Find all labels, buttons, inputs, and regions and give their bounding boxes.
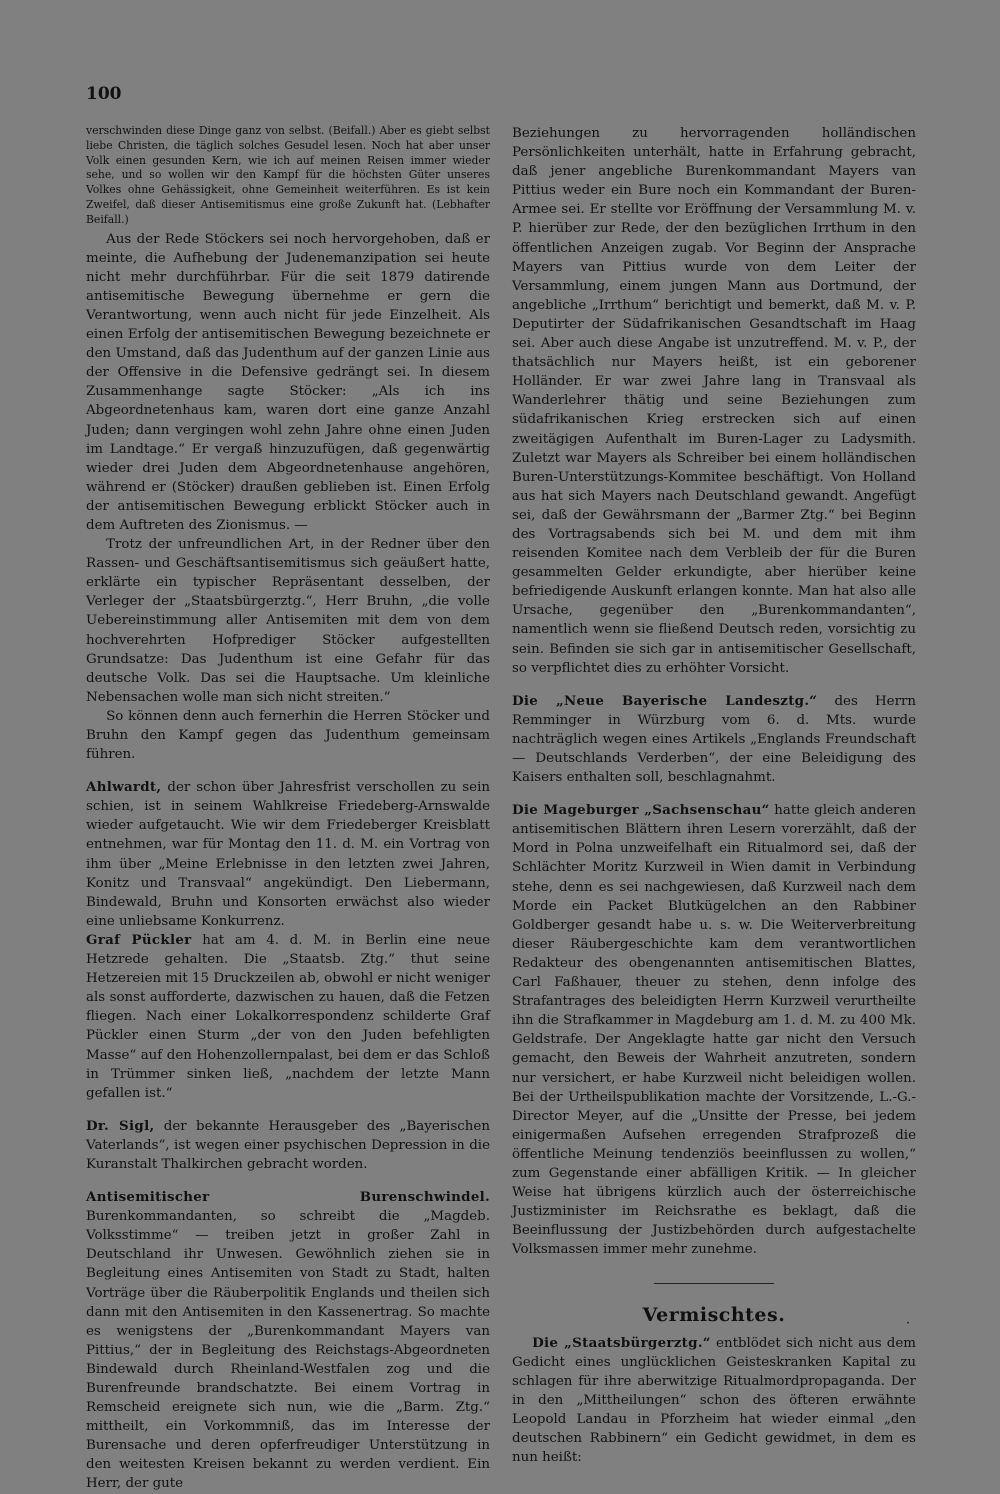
- page-number: 100: [86, 84, 122, 104]
- ornament-dot: ·: [905, 1316, 910, 1332]
- paragraph-lead: Ahlwardt,: [86, 779, 162, 796]
- section-heading: Vermischtes.: [642, 1304, 786, 1327]
- paragraph-p3: [86, 535, 490, 707]
- paragraph-p2: [86, 230, 490, 536]
- paragraph-text: hat am 4. d. M. in Berlin eine neue Hetzrede gehalten. Die „Staatsb. Ztg.“ thut seine Hetzereien mit 15 Druckzeilen ab, obwohl er nicht weniger als sonst aufforderte, dazwischen zu hauen, daß die Fetzen fliegen. Nach einer Lokalkorrespondenz schilderte Graf Pückler einen Sturm „der von den Juden befehligten Masse“ auf den Hohenzollernpalast, bei dem er das Schloß in Trümmer sinken ließ, „nachdem der letzte Mann gefallen ist.“: [86, 932, 490, 1101]
- paragraph-r3: [512, 801, 916, 1259]
- paragraph-lead: Die Mageburger „Sachsenschau“: [512, 802, 770, 819]
- paragraph-p7: [86, 1117, 490, 1174]
- paragraph-r1: [512, 124, 916, 678]
- paragraph-text: hatte gleich anderen antisemitischen Blättern ihren Lesern vorerzählt, daß der Mord in Polna unzweifelhaft ein Ritualmord sei, daß der Schlächter Moritz Kurzweil in Wien damit in Verbindung stehe, denn es sei nachgewiesen, daß Kurzweil nach dem Morde ein Packet Blutkügelchen an den Rabbiner Goldberger gesandt habe u. s. w. Die Weiterverbreitung dieser Räubergeschichte kam dem verantwortlichen Redakteur des obengenannten antisemitischen Blattes, Carl Faßhauer, theuer zu stehen, denn infolge des Strafantrages des beleidigten Herrn Kurzweil verurtheilte ihn die Strafkammer in Magdeburg am 1. d. M. zu 400 Mk. Geldstrafe. Der Angeklagte hatte gar nicht den Versuch gemacht, den Beweis der Wahrheit anzutreten, sondern nur versichert, er habe Kurzweil nicht beleidigen wollen. Bei der Urtheilspublikation machte der Vorsitzende, L.-G.-Director Meyer, auf die „Unsitte der Presse, bei jedem einigermaßen Aufsehen erregenden Strafprozeß die öffentliche Meinung tendenziös beeinflussen zu wollen,“ zum Gegenstande einer abfälligen Kritik. — In gleicher Weise hat übrigens kürzlich auch der österreichische Justizminister im Reichsrathe es beklagt, daß die Beeinflussung der Justizbehörden durch aufgestachelte Volksmassen immer mehr zunehme.: [512, 803, 916, 1258]
- paragraph-text: entblödet sich nicht aus dem Gedicht eines unglücklichen Geisteskranken Kapital zu schlagen für ihre aberwitzige Ritualmordpropaganda. Der in den „Mittheilungen“ schon des öfteren erwähnte Leopold Landau in Pforzheim hat wieder einmal „den deutschen Rabbinern“ ein Gedicht gewidmet, in dem es nun heißt:: [512, 1335, 916, 1466]
- section-rule: [654, 1283, 774, 1284]
- paragraph-text: Beziehungen zu hervorragenden holländischen Persönlichkeiten unterhält, hatte in Erfahrung gebracht, daß jener angebliche Burenkommandant Mayers van Pittius weder ein Bure noch ein Kommandant der Buren-Armee sei. Er stellte vor Eröffnung der Versammlung M. v. P. hierüber zur Rede, der den bezüglichen Irrthum in den öffentlichen Anzeigen zugab. Vor Beginn der Ansprache Mayers van Pittius wurde von dem Leiter der Versammlung, einem jungen Mann aus Dortmund, der angebliche „Irrthum“ berichtigt und bemerkt, daß M. v. P. Deputirter der Südafrikanischen Gesandtschaft im Haag sei. Aber auch diese Angabe ist unzutreffend. M. v. P., der thatsächlich nur Mayers heißt, ist ein geborener Holländer. Er war zwei Jahre lang in Transvaal als Wanderlehrer thätig und seine Beziehungen zum südafrikanischen Krieg erstrecken sich auf einen zweitägigen Aufenthalt im Buren-Lager zu Ladysmith. Zuletzt war Mayers als Schreiber bei einem holländischen Buren-Unterstützungs-Kommitee beschäftigt. Von Holland aus hat sich Mayers nach Deutschland gewandt. Angefügt sei, daß der Gewährsmann der „Barmer Ztg.“ bei Beginn des Vortragsabends sich bei M. und dem mit ihm reisenden Komitee nach dem Verbleib der für die Buren gesammelten Gelder erkundigte, aber hierüber keine befriedigende Auskunft erlangen konnte. Man hat also alle Ursache, gegenüber den „Burenkommandanten“, namentlich wenn sie fließend Deutsch reden, vorsichtig zu sein. Befinden sie sich gar in antisemitischer Gesellschaft, so verpflichtet dies zu erhöhter Vorsicht.: [512, 126, 916, 676]
- paragraph-p5: [86, 778, 490, 931]
- paragraph-p6: [86, 931, 490, 1103]
- paragraph-lead: Graf Pückler: [86, 931, 192, 948]
- paragraph-p1: [86, 124, 490, 228]
- paragraph-text: Aus der Rede Stöckers sei noch hervorgehoben, daß er meinte, die Aufhebung der Judenemanzipation sei heute nicht mehr durchführbar. Für die seit 1879 datirende antisemitische Bewegung übernehme er gern die Verantwortung, wenn auch nicht für jede Einzelheit. Als einen Erfolg der antisemitischen Bewegung bezeichnete er den Umstand, daß das Judenthum auf der ganzen Linie aus der Offensive in die Defensive gedrängt sei. In diesem Zusammenhange sagte Stöcker: „Als ich ins Abgeordnetenhaus kam, waren dort eine ganze Anzahl Juden; dann vergingen wohl zehn Jahre ohne einen Juden im Landtage.“ Er vergaß hinzuzufügen, daß gegenwärtig wieder drei Juden dem Abgeordnetenhause angehören, während er (Stöcker) draußen geblieben ist. Einen Erfolg der antisemitischen Bewegung erblickt Stöcker auch in dem Auftreten des Zionismus. —: [86, 231, 490, 533]
- paragraph-p4: [86, 707, 490, 764]
- paragraph-text: Burenkommandanten, so schreibt die „Magdeb. Volksstimme“ — treiben jetzt in großer Zahl in Deutschland ihr Unwesen. Gewöhnlich ziehen sie in Begleitung eines Antisemiten von Stadt zu Stadt, halten Vorträge über die Räuberpolitik Englands und theilen sich dann mit den Antisemiten in den Kassenertrag. So machte es wenigstens der „Burenkommandant Mayers van Pittius,“ der in Begleitung des Reichstags-Abgeordneten Bindewald durch Rheinland-Westfalen zog und die Burenfreunde brandschatzte. Bei einem Vortrag in Remscheid ereignete sich nun, wie die „Barm. Ztg.“ mittheilt, ein Vorkommniß, das im Interesse der Burensache und deren opferfreudiger Unterstützung in den weitesten Kreisen bekannt zu werden verdient. Ein Herr, der gute: [86, 1209, 490, 1492]
- paragraph-r4: [512, 1334, 916, 1468]
- paragraph-lead: Die „Neue Bayerische Landesztg.“: [512, 692, 818, 709]
- paragraph-lead: Antisemitischer Burenschwindel.: [86, 1189, 490, 1206]
- paragraph-text: der schon über Jahresfrist verschollen zu sein schien, ist in seinem Wahlkreise Friedeberg-Arnswalde wieder aufgetaucht. Wie wir dem Friedeberger Kreisblatt entnehmen, war für Montag den 11. d. M. ein Vortrag von ihm über „Meine Erlebnisse in den letzten zwei Jahren, Konitz und Transvaal“ angekündigt. Den Liebermann, Bindewald, Bruhn und Konsorten erwächst also wieder eine unliebsame Konkurrenz.: [86, 780, 490, 929]
- paragraph-text: Trotz der unfreundlichen Art, in der Redner über den Rassen- und Geschäftsantisemitismus sich geäußert hatte, erklärte ein typischer Repräsentant desselben, der Verleger der „Staatsbürgerztg.“, Herr Bruhn, „die volle Uebereinstimmung aller Antisemiten mit dem von dem hochverehrten Hofprediger Stöcker aufgestellten Grundsatze: Das Judenthum ist eine Gefahr für das deutsche Volk. Das sei die Hauptsache. Um kleinliche Nebensachen wolle man sich nicht streiten.“: [86, 537, 490, 705]
- paragraph-text: der bekannte Herausgeber des „Bayerischen Vaterlands“, ist wegen einer psychischen Depression in die Kuranstalt Thalkirchen gebracht worden.: [86, 1118, 490, 1172]
- right-column-section-articles: [512, 1334, 916, 1468]
- paragraph-text: So können denn auch fernerhin die Herren Stöcker und Bruhn den Kampf gegen das Judenthum gemeinsam führen.: [86, 708, 490, 763]
- paragraph-text: des Herrn Remminger in Würzburg vom 6. d. Mts. wurde nachträglich wegen eines Artikels „Englands Freundschaft — Deutschlands Verderben“, der eine Beleidigung des Kaisers enthalten soll, beschlagnahmt.: [512, 693, 917, 786]
- paragraph-text: verschwinden diese Dinge ganz von selbst. (Beifall.) Aber es giebt selbst liebe Christen, die täglich solches Gesudel lesen. Noch hat aber unser Volk einen gesunden Kern, wie ich auf meinen Reisen immer wieder sehe, und so wollen wir den Kampf für die höchsten Güter unseres Volkes ohne Gehässigkeit, ohne Gemeinheit weiterführen. Es ist kein Zweifel, daß dieser Antisemitismus eine große Zukunft hat. (Lebhafter Beifall.): [86, 124, 490, 226]
- paragraph-lead: Dr. Sigl,: [86, 1117, 155, 1134]
- paragraph-r2: [512, 692, 916, 787]
- paragraph-p8: [86, 1188, 490, 1494]
- right-column: [512, 124, 916, 1467]
- left-column: [86, 124, 490, 1494]
- paragraph-lead: Die „Staatsbürgerztg.“: [532, 1334, 711, 1351]
- section-heading-wrap: [512, 1304, 916, 1332]
- right-column-articles: [512, 124, 916, 1259]
